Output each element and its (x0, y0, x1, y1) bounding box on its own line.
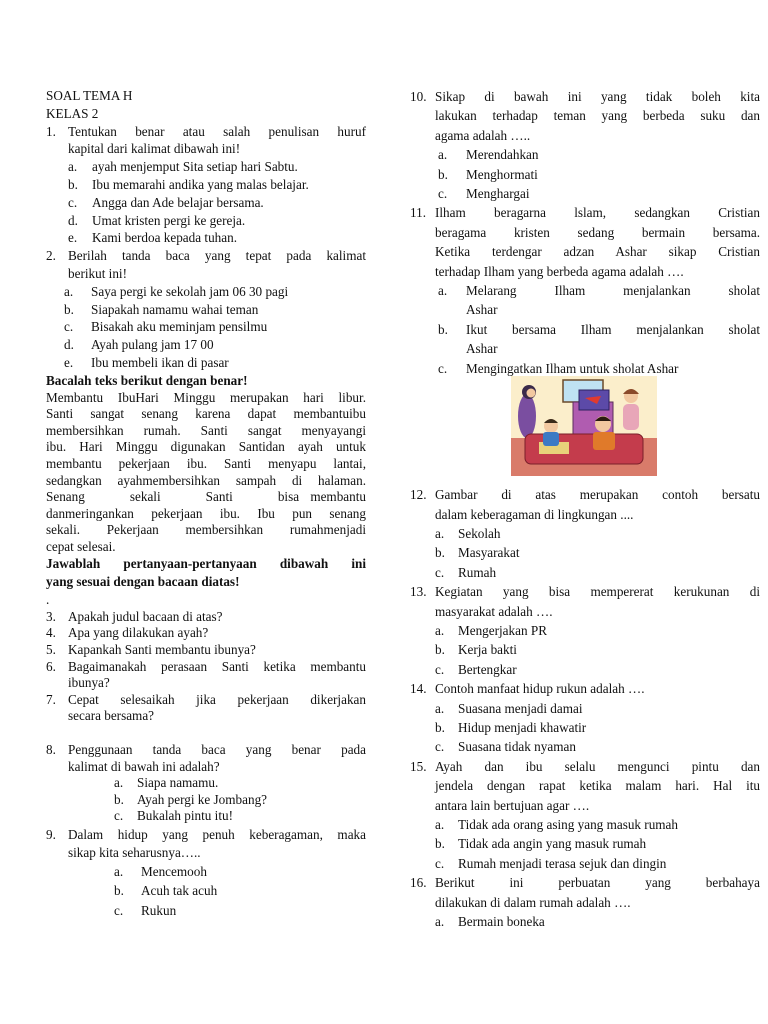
option-text: Suasana menjadi damai (458, 700, 583, 716)
option-text: Ashar (466, 302, 498, 318)
option-item (64, 301, 366, 319)
option-text: Umat kristen pergi ke gereja. (92, 212, 246, 228)
question-text: Apa yang dilakukan ayah? (68, 625, 209, 641)
option-letter: b. (64, 301, 74, 317)
option-text: Ibu membeli ikan di pasar (91, 354, 229, 370)
passage-line: membersihkan rumah. Santi sangat menyayangi (46, 422, 366, 438)
option-text: Siapa namamu. (137, 775, 219, 791)
question-9 (46, 826, 366, 862)
option-text: Rukun (141, 902, 177, 918)
option-item (64, 354, 366, 372)
option-item (435, 640, 760, 659)
passage-line: ibu. Hari Minggu digunakan Santidan ayah untuk (46, 439, 366, 455)
question-1 (46, 123, 366, 159)
question-text: Ayah dan ibu selalu mengunci pintu dan (435, 758, 760, 774)
option-letter: a. (435, 622, 445, 638)
question-text: Gambar di atas merupakan contoh bersatu (435, 487, 760, 503)
option-item (114, 881, 366, 901)
option-letter: b. (114, 791, 124, 807)
option-item (435, 718, 760, 737)
question-text: Bagaimanakah perasaan Santi ketika membantu (68, 658, 366, 674)
question-text: beragama kristen sedang bermain bersama. (435, 224, 760, 240)
question-text: masyarakat adalah …. (435, 603, 553, 619)
option-item (438, 320, 760, 359)
question-number: 16. (410, 875, 427, 891)
option-text: Kami berdoa kepada tuhan. (92, 230, 238, 246)
option-text: Sekolah (458, 525, 501, 541)
question-number: 14. (410, 681, 427, 697)
option-item (438, 281, 760, 320)
question-5 (46, 642, 366, 659)
option-letter: b. (435, 836, 445, 852)
option-letter: a. (435, 914, 445, 930)
option-text: ayah menjemput Sita setiap hari Sabtu. (92, 159, 298, 175)
option-letter: b. (438, 321, 448, 337)
question-text: Contoh manfaat hidup rukun adalah …. (435, 681, 645, 697)
option-text: Bermain boneka (458, 914, 545, 930)
option-text: Angga dan Ade belajar bersama. (92, 194, 264, 210)
question-text: Berikut ini perbuatan yang berbahaya (435, 875, 760, 891)
option-letter: a. (68, 159, 78, 175)
option-letter: e. (64, 354, 74, 370)
option-letter: c. (438, 186, 448, 202)
option-letter: c. (438, 360, 448, 376)
option-text: Bisakah aku meminjam pensilmu (91, 319, 268, 335)
question-13 (410, 582, 760, 621)
woman-figure (518, 394, 536, 438)
passage-line: danmeringankan pekerjaan ibu. Ibu pun senang (46, 505, 366, 521)
passage-line: sekali. Pekerjaan membersihkan rumahmenjadi (46, 522, 366, 538)
option-text: Saya pergi ke sekolah jam 06 30 pagi (91, 283, 289, 299)
question-8 (46, 742, 366, 775)
question-2 (46, 247, 366, 283)
option-letter: e. (68, 230, 78, 246)
question-14 (410, 679, 760, 698)
question-text: kapital dari kalimat dibawah ini! (68, 141, 241, 157)
question-text: sikap kita seharusnya….. (68, 844, 201, 860)
option-item (64, 318, 366, 336)
passage-line: Senang sekali Santi bisa membantu (46, 489, 366, 505)
option-text: Siapakah namamu wahai teman (91, 301, 259, 317)
option-letter: a. (435, 817, 445, 832)
question-number: 9. (46, 827, 56, 842)
question-text: agama adalah ….. (435, 127, 531, 143)
option-text: Ikut bersama Ilham menjalankan sholat (466, 321, 760, 337)
option-text: Mencemooh (141, 863, 207, 879)
class-label: KELAS 2 (46, 105, 99, 121)
question-number: 13. (410, 584, 427, 600)
option-letter: a. (435, 700, 445, 716)
question-text: berikut ini! (68, 265, 127, 281)
option-letter: d. (68, 212, 78, 228)
question-text: dilakukan di dalam rumah adalah …. (435, 894, 631, 910)
option-item (438, 145, 760, 164)
option-text: Masyarakat (458, 545, 520, 561)
option-item (114, 792, 366, 809)
option-letter: b. (435, 719, 445, 735)
option-item (435, 912, 760, 931)
question-text: ibunya? (68, 675, 110, 691)
question-number: 12. (410, 487, 427, 503)
passage-line: membantu pekerjaan ibu. Santi menyapu lantai, (46, 455, 366, 471)
option-text: Ibu memarahi andika yang malas belajar. (92, 176, 309, 192)
question-4 (46, 625, 366, 642)
stray-dot: . (46, 592, 50, 608)
question-3 (46, 609, 366, 626)
option-letter: c. (435, 564, 445, 580)
question-text: Sikap di bawah ini yang tidak boleh kita (435, 89, 760, 104)
option-text: Mengingatkan Ilham untuk sholat Ashar (466, 360, 679, 376)
option-letter: c. (435, 855, 445, 871)
option-item (68, 229, 366, 247)
question-15 (410, 757, 760, 815)
instruction-text: Jawablah pertanyaan-pertanyaan dibawah ini (46, 556, 366, 572)
option-item (435, 854, 760, 873)
option-text: Tidak ada angin yang masuk rumah (458, 836, 647, 852)
option-item (435, 621, 760, 640)
option-item (114, 901, 366, 921)
option-letter: b. (68, 176, 78, 192)
option-text: Rumah menjadi terasa sejuk dan dingin (458, 855, 667, 871)
option-letter: b. (114, 883, 124, 899)
option-text: Mengerjakan PR (458, 622, 547, 638)
man-shirt (593, 432, 615, 450)
question-text: secara bersama? (68, 708, 155, 724)
option-text: Melarang Ilham menjalankan sholat (466, 283, 760, 299)
passage-line: Membantu IbuHari Minggu merupakan hari libur. (46, 389, 366, 405)
option-item (114, 862, 366, 882)
option-letter: c. (114, 902, 124, 918)
question-number: 3. (46, 608, 56, 624)
instruction-text: yang sesuai dengan bacaan diatas! (46, 574, 240, 590)
left-column (46, 87, 366, 920)
boy-shirt (543, 432, 559, 446)
question-number: 1. (46, 123, 56, 139)
option-text: Ashar (466, 341, 498, 357)
option-item (114, 775, 366, 792)
option-item (435, 524, 760, 543)
question-number: 6. (46, 658, 56, 674)
option-item (438, 184, 760, 203)
option-item (438, 165, 760, 184)
right-column (410, 87, 760, 931)
option-text: Merendahkan (466, 147, 539, 163)
woman-face (527, 389, 536, 398)
passage-line: sedangkan ayahmembersihkan sampah di halaman. (46, 472, 366, 488)
question-11 (410, 203, 760, 281)
question-text: Penggunaan tanda baca yang benar pada (68, 742, 366, 758)
question-text: Kapankah Santi membantu ibunya? (68, 642, 256, 658)
option-text: Rumah (458, 564, 497, 580)
question-16 (410, 873, 760, 912)
option-text: Suasana tidak nyaman (458, 739, 576, 755)
question-text: Ketika terdengar adzan Ashar sikap Cristian (435, 244, 760, 260)
question-number: 15. (410, 758, 427, 774)
question-number: 2. (46, 248, 56, 264)
option-text: Tidak ada orang asing yang masuk rumah (458, 817, 678, 832)
option-text: Bertengkar (458, 661, 517, 677)
question-number: 10. (410, 89, 427, 104)
option-text: Ayah pergi ke Jombang? (137, 791, 268, 807)
option-item (114, 808, 366, 825)
option-letter: a. (64, 283, 74, 299)
question-7 (46, 692, 366, 725)
option-text: Menghormati (466, 166, 538, 182)
question-text: Apakah judul bacaan di atas? (68, 608, 223, 624)
option-letter: c. (68, 194, 78, 210)
girl-figure (623, 404, 639, 430)
option-text: Menghargai (466, 186, 530, 202)
option-item (435, 699, 760, 718)
option-item (435, 563, 760, 582)
question-6 (46, 659, 366, 692)
question-10 (410, 87, 760, 145)
family-living-room-illustration (511, 376, 657, 476)
question-number: 11. (410, 205, 426, 221)
question-text: Kegiatan yang bisa mempererat kerukunan di (435, 584, 760, 600)
question-text: Berilah tanda baca yang tepat pada kalimat (68, 248, 366, 264)
question-text: Tentukan benar atau salah penulisan huruf (68, 123, 366, 139)
option-item (435, 834, 760, 853)
reading-heading: Bacalah teks berikut dengan benar! (46, 372, 248, 388)
question-12 (410, 485, 760, 524)
option-item (68, 158, 366, 176)
option-letter: d. (64, 337, 74, 353)
option-letter: a. (114, 863, 124, 879)
question-text: dalam keberagaman di lingkungan .... (435, 506, 634, 522)
passage-line: cepat selesai. (46, 538, 116, 554)
option-letter: c. (64, 319, 74, 335)
option-letter: b. (438, 166, 448, 182)
option-letter: b. (435, 545, 445, 561)
question-text: kalimat di bawah ini adalah? (68, 758, 220, 774)
option-item (68, 176, 366, 194)
option-letter: a. (438, 283, 448, 299)
question-text: Ilham beragarna lslam, sedangkan Cristian (435, 205, 760, 221)
passage-line: Santi sangat senang karena dapat membantuibu (46, 406, 366, 422)
option-item (64, 283, 366, 301)
option-item (435, 737, 760, 756)
option-text: Kerja bakti (458, 642, 517, 658)
question-number: 5. (46, 642, 56, 658)
option-item (68, 194, 366, 212)
option-letter: a. (435, 525, 445, 541)
question-text: jendela dengan rapat ketika malam hari. Hal itu (435, 778, 760, 794)
option-item (64, 336, 366, 354)
reading-passage (46, 390, 366, 556)
question-text: lakukan terhadap teman yang berbeda suku dan (435, 108, 760, 124)
option-text: Bukalah pintu itu! (137, 808, 233, 824)
question-number: 7. (46, 691, 56, 707)
option-letter: c. (435, 661, 445, 677)
option-letter: a. (438, 147, 448, 163)
question-text: antara lain bertujuan agar …. (435, 797, 590, 813)
option-item (435, 660, 760, 679)
option-text: Hidup menjadi khawatir (458, 719, 587, 735)
option-item (435, 543, 760, 562)
option-text: Acuh tak acuh (141, 883, 218, 899)
option-letter: b. (435, 642, 445, 658)
worksheet-title: SOAL TEMA H (46, 88, 133, 103)
option-letter: c. (435, 739, 445, 755)
question-number: 4. (46, 625, 56, 641)
option-text: Ayah pulang jam 17 00 (91, 337, 214, 353)
option-item (68, 212, 366, 230)
option-item (435, 815, 760, 834)
option-letter: a. (114, 775, 124, 791)
question-text: Cepat selesaikah jika pekerjaan dikerjakan (68, 691, 366, 707)
question-number: 8. (46, 742, 56, 758)
question-text: Dalam hidup yang penuh keberagaman, maka (68, 827, 366, 842)
question-text: terhadap Ilham yang berbeda agama adalah …. (435, 263, 684, 279)
option-letter: c. (114, 808, 124, 824)
